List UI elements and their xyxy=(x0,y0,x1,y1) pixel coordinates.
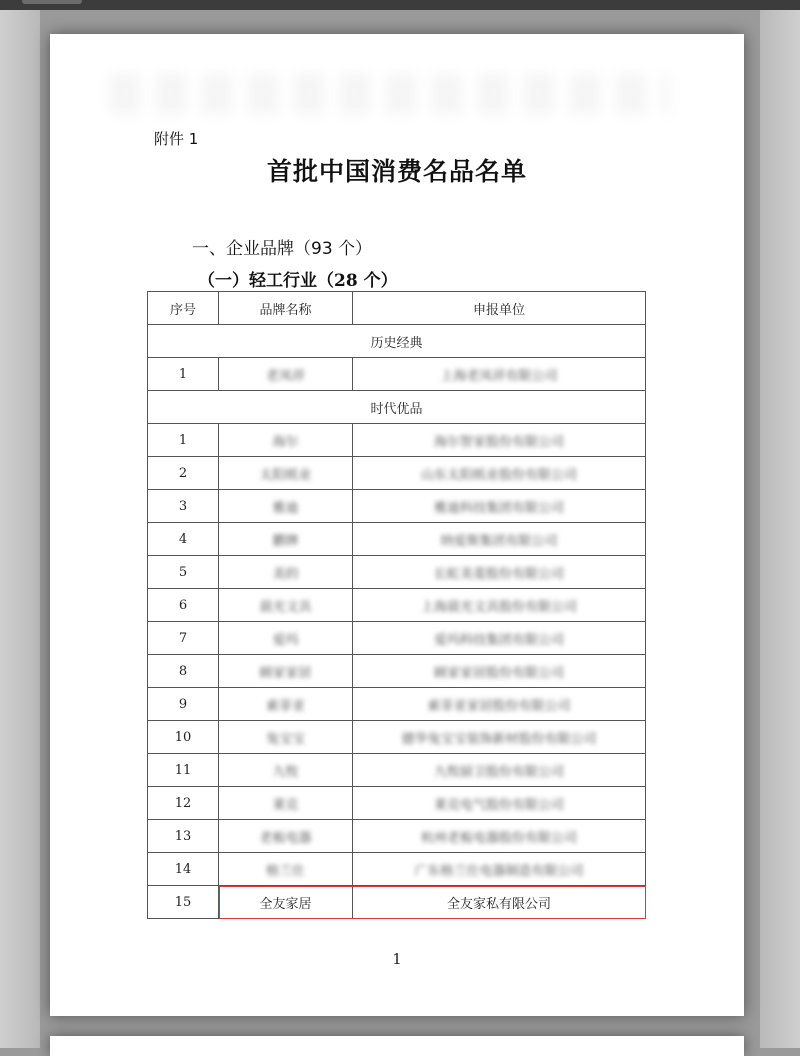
brand-name-cell-text: 全友家居 xyxy=(259,896,312,912)
row-number-cell-text: 12 xyxy=(174,795,192,811)
attachment-label: 附件 1 xyxy=(154,130,199,148)
table-row xyxy=(148,655,646,688)
table-row xyxy=(148,523,646,556)
brand-name-cell xyxy=(219,424,353,457)
page-number: 1 xyxy=(392,950,402,968)
row-number-cell-text: 1 xyxy=(178,432,188,448)
row-number-cell xyxy=(148,490,219,523)
bleed-through-text xyxy=(110,74,670,114)
brand-name-cell-text: 九牧 xyxy=(272,764,299,780)
unit-name-cell xyxy=(353,853,646,886)
brand-name-cell-text: 海尔 xyxy=(272,434,299,450)
row-number-cell xyxy=(148,457,219,490)
row-number-cell xyxy=(148,655,219,688)
brand-name-cell xyxy=(219,820,353,853)
table-row-highlighted xyxy=(148,886,646,919)
row-number-cell xyxy=(148,688,219,721)
row-number-cell xyxy=(148,886,219,919)
row-number-cell-text: 1 xyxy=(178,366,188,382)
unit-name-cell-text: 顾家家居股份有限公司 xyxy=(433,665,564,681)
brand-name-cell-text: 索菲亚 xyxy=(265,698,305,714)
row-number-cell xyxy=(148,853,219,886)
table-row xyxy=(148,589,646,622)
brand-name-cell xyxy=(219,556,353,589)
unit-name-cell-text: 上海老凤祥有限公司 xyxy=(440,368,558,384)
brand-name-cell-text: 晨光文具 xyxy=(259,599,312,615)
viewer-margin-right xyxy=(760,10,800,1048)
unit-name-cell xyxy=(353,754,646,787)
row-number-cell-text: 4 xyxy=(178,531,188,547)
unit-name-cell-text: 九牧厨卫股份有限公司 xyxy=(433,764,564,780)
unit-name-cell-text: 海尔智家股份有限公司 xyxy=(433,434,564,450)
row-number-cell-text: 3 xyxy=(178,498,188,514)
row-number-cell xyxy=(148,622,219,655)
unit-name-cell-text: 上海晨光文具股份有限公司 xyxy=(420,599,577,615)
row-number-cell xyxy=(148,424,219,457)
table-row xyxy=(148,754,646,787)
table-row xyxy=(148,622,646,655)
brand-name-cell xyxy=(219,688,353,721)
unit-name-cell-text: 爱玛科技集团有限公司 xyxy=(433,632,564,648)
row-number-cell xyxy=(148,754,219,787)
brand-name-cell xyxy=(219,457,353,490)
unit-name-cell xyxy=(353,820,646,853)
viewer-tab[interactable] xyxy=(22,0,82,4)
unit-name-cell xyxy=(353,787,646,820)
brand-name-cell-text: 爱玛 xyxy=(272,632,299,648)
next-page-edge xyxy=(50,1036,744,1056)
row-number-cell-text: 5 xyxy=(178,564,188,580)
document-page xyxy=(50,34,744,1016)
unit-name-cell xyxy=(353,721,646,754)
unit-name-cell xyxy=(353,490,646,523)
table-row xyxy=(148,853,646,886)
brand-name-cell-text: 老凤祥 xyxy=(265,368,305,384)
brand-name-cell xyxy=(219,523,353,556)
brand-name-cell xyxy=(219,754,353,787)
row-number-cell-text: 10 xyxy=(174,729,192,745)
table-row xyxy=(148,358,646,391)
unit-name-cell xyxy=(353,589,646,622)
table-row xyxy=(148,721,646,754)
brand-name-cell-text: 老板电器 xyxy=(259,830,312,846)
brand-name-cell-text: 太阳纸业 xyxy=(259,467,312,483)
brand-name-cell xyxy=(219,886,353,919)
row-number-cell-text: 14 xyxy=(174,861,192,877)
table-row xyxy=(148,490,646,523)
table-row xyxy=(148,820,646,853)
document-title: 首批中国消费名品名单 xyxy=(266,157,527,186)
row-number-cell xyxy=(148,523,219,556)
unit-name-cell xyxy=(353,688,646,721)
group-label: 时代优品 xyxy=(148,391,646,424)
row-number-cell-text: 2 xyxy=(178,465,188,481)
header-unit: 申报单位 xyxy=(353,292,646,325)
row-number-cell-text: 13 xyxy=(174,828,192,844)
unit-name-cell-text: 全友家私有限公司 xyxy=(446,896,551,912)
unit-name-cell-text: 长虹美菱股份有限公司 xyxy=(433,566,564,582)
table-row xyxy=(148,556,646,589)
viewer-margin-left xyxy=(0,10,40,1048)
unit-name-cell xyxy=(353,622,646,655)
unit-name-cell-text: 德华兔宝宝装饰新材股份有限公司 xyxy=(401,731,597,747)
table-row xyxy=(148,424,646,457)
unit-name-cell-text: 山东太阳纸业股份有限公司 xyxy=(420,467,577,483)
brand-name-cell-text: 顾家家居 xyxy=(259,665,312,681)
viewer-top-bar xyxy=(0,0,800,10)
unit-name-cell xyxy=(353,457,646,490)
row-number-cell xyxy=(148,556,219,589)
table-header-row xyxy=(148,292,646,325)
brand-name-cell xyxy=(219,490,353,523)
brand-name-cell-text: 雅迪 xyxy=(272,500,299,516)
table-row xyxy=(148,787,646,820)
row-number-cell xyxy=(148,358,219,391)
brand-name-cell-text: 莱克 xyxy=(272,797,299,813)
row-number-cell xyxy=(148,787,219,820)
subsection-heading: （一）轻工行业（28 个） xyxy=(198,271,398,291)
brand-name-cell-text: 鹏牌 xyxy=(272,533,299,549)
row-number-cell xyxy=(148,589,219,622)
brand-name-cell xyxy=(219,853,353,886)
header-brand: 品牌名称 xyxy=(219,292,353,325)
brand-list-table xyxy=(147,291,646,919)
brand-name-cell xyxy=(219,721,353,754)
table-group-row xyxy=(148,325,646,358)
unit-name-cell-text: 莱克电气股份有限公司 xyxy=(433,797,564,813)
header-number: 序号 xyxy=(148,292,219,325)
brand-name-cell-text: 兔宝宝 xyxy=(265,731,305,747)
row-number-cell-text: 9 xyxy=(178,696,188,712)
row-number-cell-text: 7 xyxy=(178,630,188,646)
unit-name-cell xyxy=(353,655,646,688)
brand-name-cell xyxy=(219,787,353,820)
section-heading: 一、企业品牌（93 个） xyxy=(192,239,373,259)
unit-name-cell xyxy=(353,358,646,391)
brand-name-cell xyxy=(219,622,353,655)
unit-name-cell-text: 广东格兰仕电器制造有限公司 xyxy=(414,863,584,879)
brand-name-cell xyxy=(219,655,353,688)
table-row xyxy=(148,457,646,490)
row-number-cell-text: 6 xyxy=(178,597,188,613)
brand-name-cell xyxy=(219,358,353,391)
brand-name-cell-text: 格兰仕 xyxy=(265,863,305,879)
unit-name-cell xyxy=(353,556,646,589)
unit-name-cell xyxy=(353,424,646,457)
table-body xyxy=(148,325,646,919)
unit-name-cell xyxy=(353,886,646,919)
row-number-cell-text: 11 xyxy=(174,762,192,778)
table-row xyxy=(148,688,646,721)
unit-name-cell-text: 索菲亚家居股份有限公司 xyxy=(427,698,571,714)
group-label: 历史经典 xyxy=(148,325,646,358)
unit-name-cell-text: 杭州老板电器股份有限公司 xyxy=(420,830,577,846)
brand-name-cell xyxy=(219,589,353,622)
row-number-cell xyxy=(148,820,219,853)
row-number-cell-text: 15 xyxy=(174,894,192,910)
brand-name-cell-text: 美的 xyxy=(272,566,299,582)
unit-name-cell-text: 纳爱斯集团有限公司 xyxy=(440,533,558,549)
row-number-cell xyxy=(148,721,219,754)
unit-name-cell xyxy=(353,523,646,556)
unit-name-cell-text: 雅迪科技集团有限公司 xyxy=(433,500,564,516)
row-number-cell-text: 8 xyxy=(178,663,188,679)
table-group-row xyxy=(148,391,646,424)
